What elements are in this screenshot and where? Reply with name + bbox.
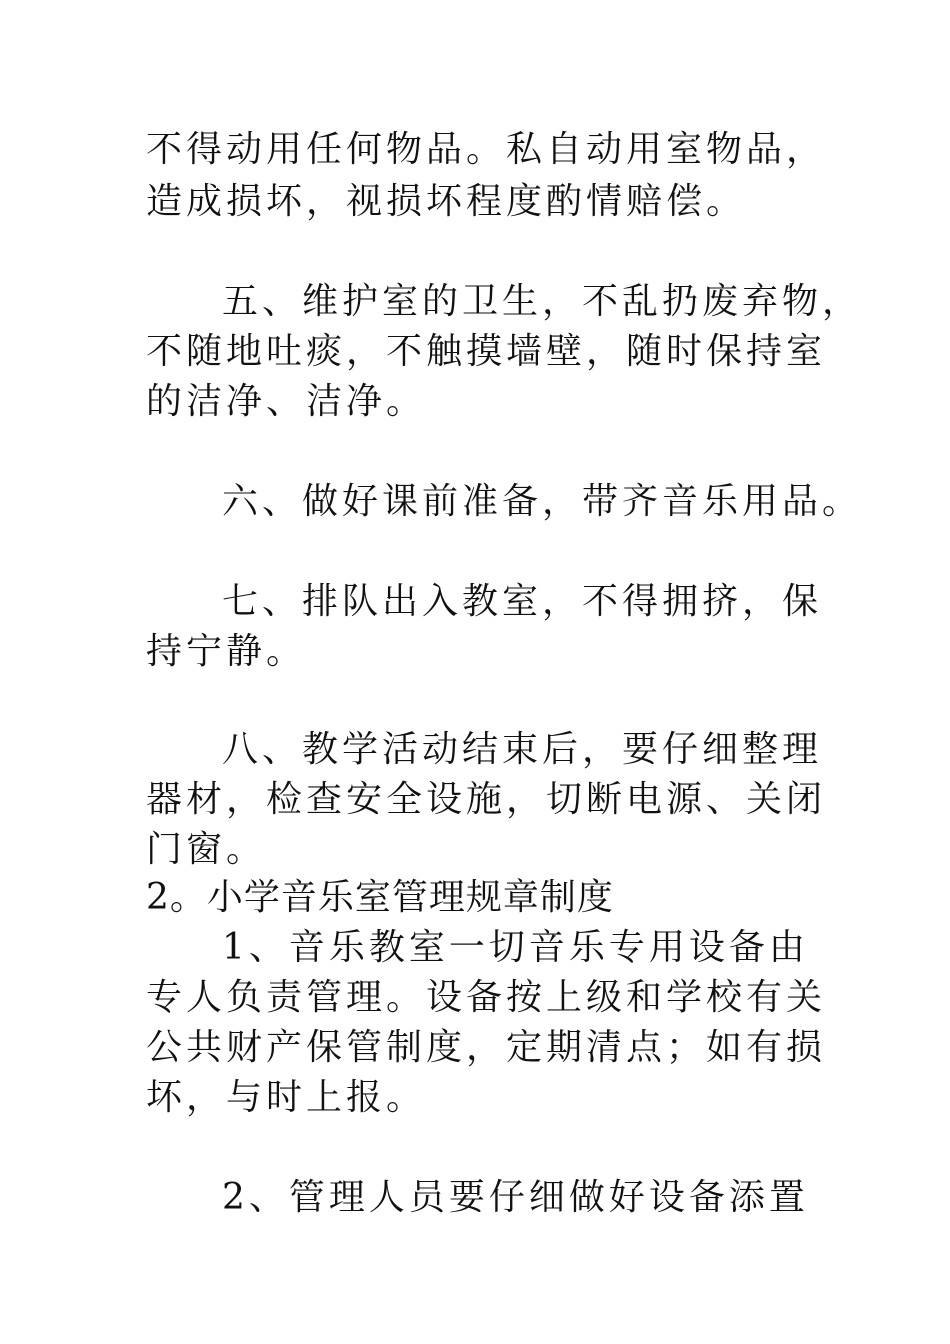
paragraph-start: 五、维护室的卫生，不乱扔废弃物， xyxy=(222,281,863,322)
text-line: 门窗。 xyxy=(146,829,267,870)
paragraph-start: 2、管理人员要仔细做好设备添置 xyxy=(222,1177,809,1218)
text-line: 持宁静。 xyxy=(146,631,307,672)
text-line: 的洁净、洁净。 xyxy=(146,381,427,422)
text-line: 公共财产保管制度，定期清点；如有损 xyxy=(146,1027,827,1068)
text-line: 专人负责管理。设备按上级和学校有关 xyxy=(146,977,827,1018)
paragraph-start: 六、做好课前准备，带齐音乐用品。 xyxy=(222,481,863,522)
paragraph-start: 1、音乐教室一切音乐专用设备由 xyxy=(222,927,809,968)
section-heading: 2。小学音乐室管理规章制度 xyxy=(146,877,614,918)
text-line: 不得动用任何物品。私自动用室物品， xyxy=(146,129,827,170)
paragraph-start: 八、教学活动结束后，要仔细整理 xyxy=(222,729,823,770)
text-line: 不随地吐痰，不触摸墙壁，随时保持室 xyxy=(146,331,827,372)
paragraph-start: 七、排队出入教室，不得拥挤，保 xyxy=(222,581,823,622)
text-line: 造成损坏，视损坏程度酌情赔偿。 xyxy=(146,181,747,222)
text-line: 坏，与时上报。 xyxy=(146,1077,427,1118)
text-line: 器材，检查安全设施，切断电源、关闭 xyxy=(146,779,827,820)
